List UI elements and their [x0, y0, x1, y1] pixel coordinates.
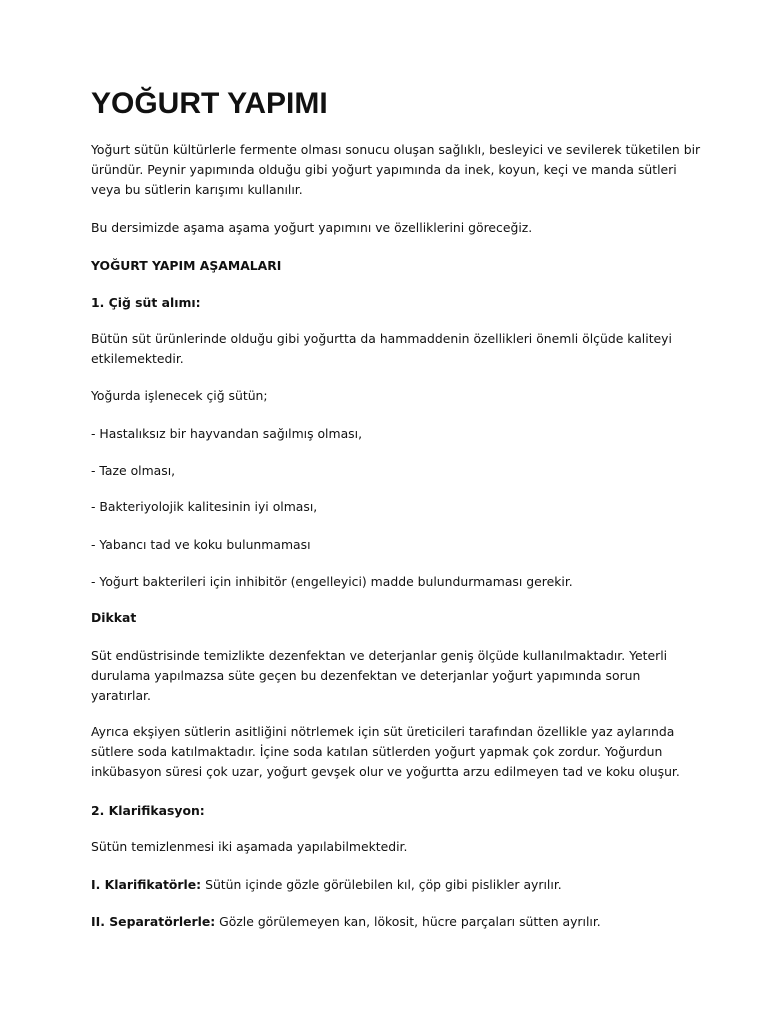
- caution-line: inkübasyon süresi çok uzar, yoğurt gevşek olur ve yoğurtta arzu edilmeyen tad ve koku oluşur.: [91, 764, 680, 779]
- requirement-item: - Hastalıksız bir hayvandan sağılmış olması,: [91, 426, 363, 441]
- step1-line: etkilemektedir.: [91, 351, 184, 366]
- caution-line: sütlere soda katılmaktadır. İçine soda katılan sütlerden yoğurt yapmak çok zordur. Yoğurdun: [91, 744, 663, 759]
- clarifier-label: I. Klarifikatörle:: [91, 877, 202, 892]
- step1-heading: 1. Çiğ süt alımı:: [91, 295, 201, 310]
- intro-line: üründür. Peynir yapımında olduğu gibi yoğurt yapımında da inek, koyun, keçi ve manda sütleri: [91, 162, 677, 177]
- caution-line: Süt endüstrisinde temizlikte dezenfektan ve deterjanlar geniş ölçüde kullanılmaktadır. Yeterli: [91, 648, 668, 663]
- caution-paragraph-1: [91, 646, 667, 706]
- caution-line: yaratırlar.: [91, 688, 151, 703]
- requirement-item: - Yoğurt bakterileri için inhibitör (engelleyici) madde bulundurmaması gerekir.: [91, 574, 573, 589]
- step1-line: Bütün süt ürünlerinde olduğu gibi yoğurtta da hammaddenin özellikleri önemli ölçüde kaliteyi: [91, 331, 672, 346]
- caution-paragraph-2: [91, 722, 680, 782]
- step2-paragraph: Sütün temizlenmesi iki aşamada yapılabilmektedir.: [91, 839, 408, 854]
- section-heading: YOĞURT YAPIM AŞAMALARI: [91, 258, 282, 273]
- separator-text: Gözle görülemeyen kan, lökosit, hücre parçaları sütten ayrılır.: [215, 914, 601, 929]
- clarifier-text: Sütün içinde gözle görülebilen kıl, çöp gibi pislikler ayrılır.: [201, 877, 562, 892]
- requirement-item: - Bakteriyolojik kalitesinin iyi olması,: [91, 499, 318, 514]
- separator-item: [91, 912, 601, 932]
- caution-heading: Dikkat: [91, 610, 137, 625]
- intro-line: veya bu sütlerin karışımı kullanılır.: [91, 182, 303, 197]
- step1-paragraph: [91, 329, 672, 369]
- page-title: YOĞURT YAPIMI: [91, 87, 328, 120]
- intro-paragraph: [91, 140, 700, 200]
- intro-paragraph-2: Bu dersimizde aşama aşama yoğurt yapımını ve özelliklerini göreceğiz.: [91, 220, 533, 235]
- requirement-item: - Yabancı tad ve koku bulunmaması: [91, 537, 311, 552]
- caution-line: durulama yapılmazsa süte geçen bu dezenfektan ve deterjanlar yoğurt yapımında sorun: [91, 668, 641, 683]
- requirement-item: - Taze olması,: [91, 463, 176, 478]
- clarifier-item: [91, 875, 562, 895]
- caution-line: Ayrıca ekşiyen sütlerin asitliğini nötrlemek için süt üreticileri tarafından özellikle yaz aylarında: [91, 724, 675, 739]
- separator-label: II. Separatörlerle:: [91, 914, 216, 929]
- intro-line: Yoğurt sütün kültürlerle fermente olması sonucu oluşan sağlıklı, besleyici ve sevilerek tüketilen bir: [91, 142, 701, 157]
- step1-lead: Yoğurda işlenecek çiğ sütün;: [91, 388, 268, 403]
- step2-heading: 2. Klarifikasyon:: [91, 803, 205, 818]
